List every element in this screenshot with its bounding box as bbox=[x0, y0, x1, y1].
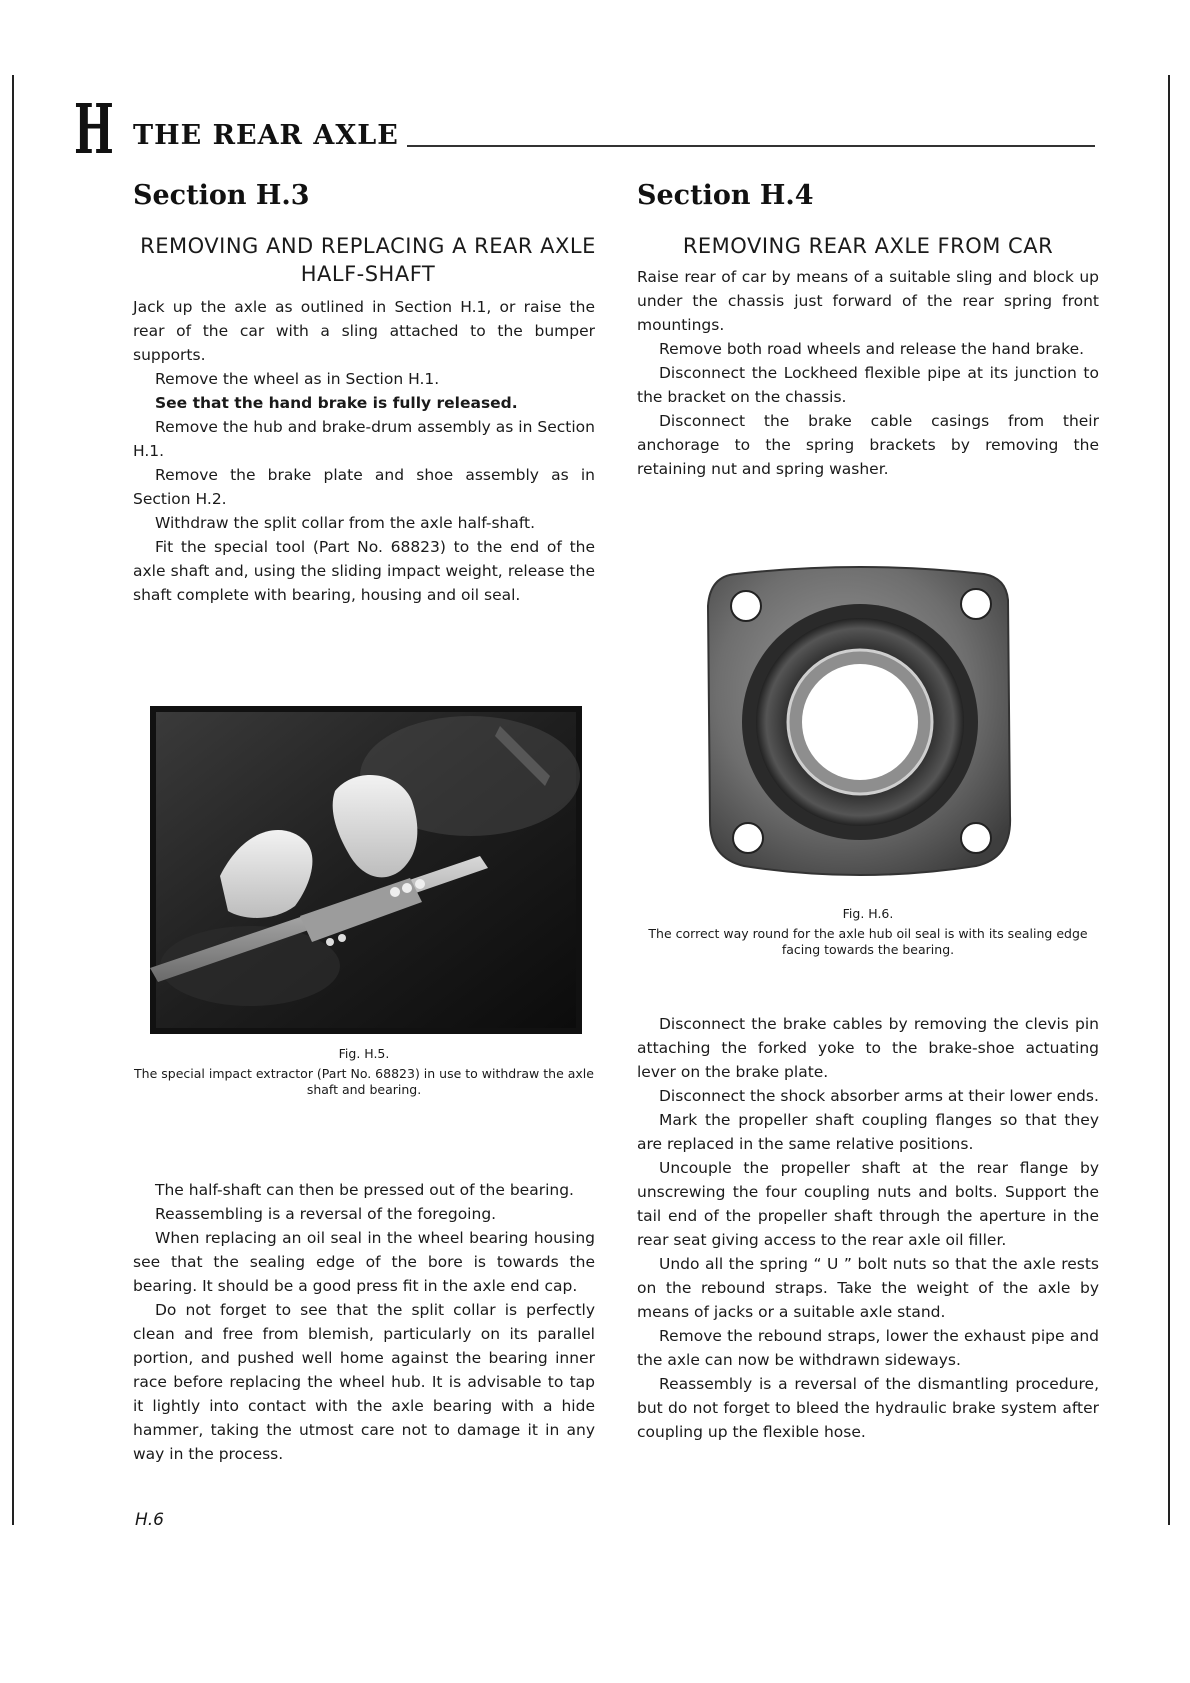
paragraph: Uncouple the propeller shaft at the rear flange by unscrewing the four coupling nuts and bolts. Support the tail end of the propeller shaft through the aperture in the rear seat giving access to the rear axle oil filler. bbox=[637, 1159, 1099, 1249]
paragraph: Jack up the axle as outlined in Section H.1, or raise the rear of the car with a sling attached to the bumper supports. bbox=[133, 298, 595, 364]
axle-hub-oil-seal-photo bbox=[706, 566, 1014, 880]
paragraph: Remove the rebound straps, lower the exhaust pipe and the axle can now be withdrawn sideways. bbox=[637, 1327, 1099, 1369]
paragraph: Reassembling is a reversal of the foregoing. bbox=[155, 1205, 497, 1223]
paragraph: Disconnect the shock absorber arms at their lower ends. bbox=[659, 1087, 1099, 1105]
paragraph: When replacing an oil seal in the wheel bearing housing see that the sealing edge of the bore is towards the bearing. It should be a good press fit in the axle end cap. bbox=[133, 1229, 595, 1295]
paragraph: Withdraw the split collar from the axle half-shaft. bbox=[155, 514, 536, 532]
bolt-hole bbox=[961, 589, 991, 619]
figure-caption-text: The correct way round for the axle hub oil seal is with its sealing edge facing towards the bearing. bbox=[648, 926, 1088, 957]
impact-extractor-photo bbox=[150, 706, 582, 1034]
paragraph: Remove the hub and brake-drum assembly as in Section H.1. bbox=[133, 418, 595, 460]
bolt-hole bbox=[733, 823, 763, 853]
figure-h5-photo bbox=[150, 706, 582, 1038]
figure-h5-caption bbox=[133, 1046, 595, 1098]
figure-caption-text: The special impact extractor (Part No. 68823) in use to withdraw the axle shaft and bearing. bbox=[134, 1066, 594, 1097]
bolt-hole bbox=[731, 591, 761, 621]
bolt-hole bbox=[961, 823, 991, 853]
left-text-top bbox=[133, 295, 595, 607]
paragraph: Disconnect the brake cable casings from their anchorage to the spring brackets by removing the retaining nut and spring washer. bbox=[637, 412, 1099, 478]
right-text-bottom bbox=[637, 1012, 1099, 1444]
paragraph: Remove the wheel as in Section H.1. bbox=[155, 370, 440, 388]
left-text-bottom bbox=[133, 1178, 595, 1466]
paragraph: Disconnect the brake cables by removing the clevis pin attaching the forked yoke to the brake-shoe actuating lever on the brake plate. bbox=[637, 1015, 1099, 1081]
page-number: H.6 bbox=[135, 1510, 165, 1530]
right-text-top bbox=[637, 265, 1099, 481]
section-heading-h4: Section H.4 bbox=[637, 180, 814, 211]
paragraph: Remove the brake plate and shoe assembly as in Section H.2. bbox=[133, 466, 595, 508]
figure-label: Fig. H.6. bbox=[842, 906, 894, 921]
paragraph: Fit the special tool (Part No. 68823) to the end of the axle shaft and, using the sliding impact weight, release the shaft complete with bearing, housing and oil seal. bbox=[133, 538, 595, 604]
figure-h6-photo bbox=[706, 566, 1014, 884]
paragraph: See that the hand brake is fully released. bbox=[155, 394, 518, 412]
sub-heading-h4: REMOVING REAR AXLE FROM CAR bbox=[682, 234, 1054, 258]
figure-h6-caption bbox=[637, 906, 1099, 958]
chapter-title: THE REAR AXLE bbox=[133, 120, 407, 151]
seal-bore bbox=[802, 664, 918, 780]
paragraph: Mark the propeller shaft coupling flanges so that they are replaced in the same relative positions. bbox=[637, 1111, 1099, 1153]
left-margin-rule bbox=[12, 75, 14, 1525]
paragraph: Undo all the spring “ U ” bolt nuts so that the axle rests on the rebound straps. Take the weight of the axle by means of jacks or a suitable axle stand. bbox=[637, 1255, 1099, 1321]
paragraph: The half-shaft can then be pressed out of the bearing. bbox=[155, 1181, 574, 1199]
section-letter: H bbox=[74, 90, 114, 170]
figure-label: Fig. H.5. bbox=[338, 1046, 390, 1061]
paragraph: Do not forget to see that the split collar is perfectly clean and free from blemish, particularly on its parallel portion, and pushed well home against the bearing inner race before replacing the wheel hub. It is advisable to tap it lightly into contact with the axle bearing with a hide hammer, taking the utmost care not to damage it in any way in the process. bbox=[133, 1301, 595, 1463]
paragraph: Disconnect the Lockheed flexible pipe at its junction to the bracket on the chassis. bbox=[637, 364, 1099, 406]
paragraph: Remove both road wheels and release the hand brake. bbox=[659, 340, 1085, 358]
right-margin-rule bbox=[1168, 75, 1170, 1525]
sub-heading-h3: REMOVING AND REPLACING A REAR AXLE HALF-SHAFT bbox=[140, 234, 596, 286]
section-heading-h3: Section H.3 bbox=[133, 180, 310, 211]
paragraph: Reassembly is a reversal of the dismantling procedure, but do not forget to bleed the hydraulic brake system after coupling up the flexible hose. bbox=[637, 1375, 1099, 1441]
paragraph: Raise rear of car by means of a suitable sling and block up under the chassis just forward of the rear spring front mountings. bbox=[637, 268, 1099, 334]
